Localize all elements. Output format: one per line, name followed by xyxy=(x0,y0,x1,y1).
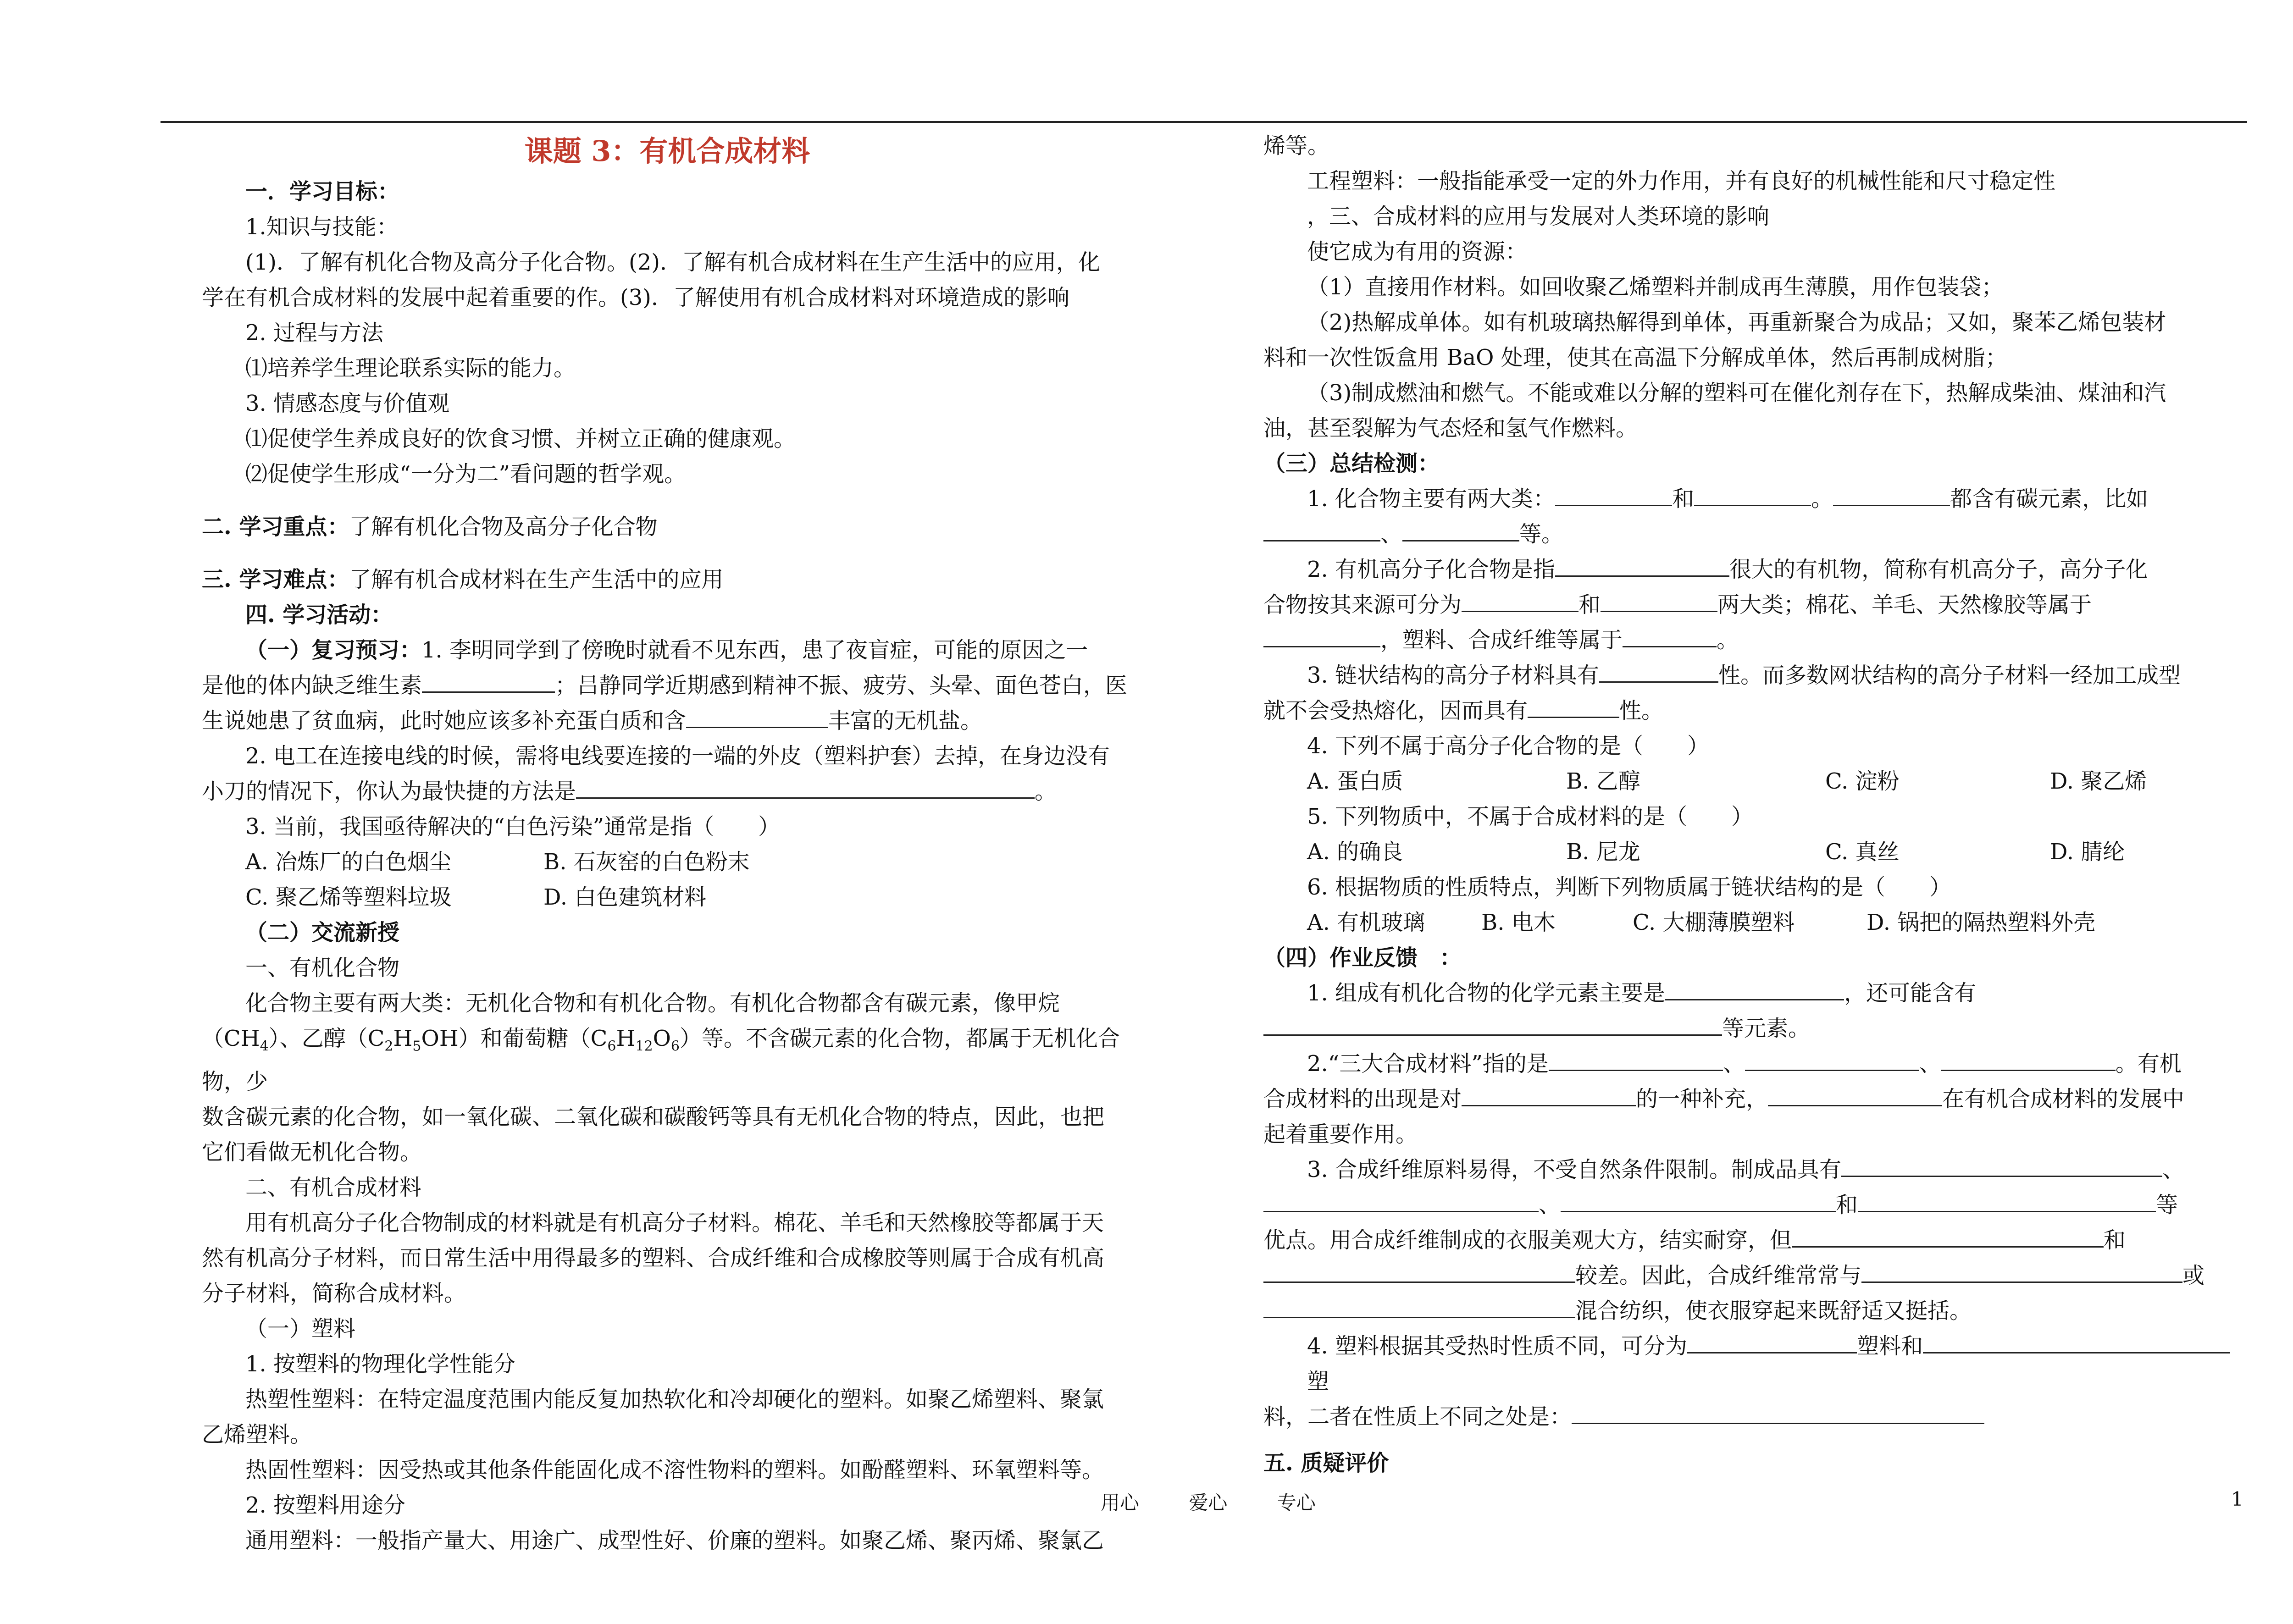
use-3b: 油，甚至裂解为气态烃和氢气作燃料。 xyxy=(1263,415,1638,441)
synthetic-p2: 然有机高分子材料，而日常生活中用得最多的塑料、合成纤维和合成橡胶等则属于合成有机高 xyxy=(202,1245,1105,1271)
blank[interactable] xyxy=(1561,1191,1836,1212)
plastic-classify-1: 1. 按塑料的物理化学性能分 xyxy=(245,1351,516,1377)
blank[interactable] xyxy=(1841,1155,2162,1177)
blank[interactable] xyxy=(1462,1085,1636,1106)
thermoset: 热固性塑料：因受热或其他条件能固化成不溶性物料的塑料。如酚醛塑料、环氧塑料等。 xyxy=(245,1457,1104,1483)
blank[interactable] xyxy=(1263,1297,1575,1318)
blank[interactable] xyxy=(1528,696,1619,718)
blank[interactable] xyxy=(1555,485,1672,506)
thermoplastic-b: 乙烯塑料。 xyxy=(202,1421,312,1447)
blank[interactable] xyxy=(1941,1050,2116,1071)
option-a[interactable]: A. 冶炼厂的白色烟尘 xyxy=(245,849,452,875)
page-number: 1 xyxy=(2231,1488,2243,1510)
blank[interactable] xyxy=(1623,626,1717,647)
blank[interactable] xyxy=(1263,1191,1539,1212)
resource-heading: 使它成为有用的资源： xyxy=(1307,239,1528,265)
blank[interactable] xyxy=(686,707,828,728)
option-a[interactable]: A. 的确良 xyxy=(1307,839,1403,865)
synthetic-heading: 二、有机合成材料 xyxy=(245,1174,422,1200)
objective-process-text: ⑴培养学生理论联系实际的能力。 xyxy=(245,355,576,381)
plastic-classify-2: 2. 按塑料用途分 xyxy=(245,1492,406,1518)
review-q2-b: 小刀的情况下，你认为最快捷的方法是 。 xyxy=(202,774,1133,809)
organic-heading: 一、有机化合物 xyxy=(245,955,400,981)
option-c[interactable]: C. 淀粉 xyxy=(1825,768,1900,794)
review-q1-c: 生说她患了贫血病，此时她应该多补充蛋白质和含 丰富的无机盐。 xyxy=(202,703,1133,739)
blank[interactable] xyxy=(1833,485,1950,506)
questions-evaluation-heading: 五. 质疑评价 xyxy=(1263,1450,1389,1476)
blank[interactable] xyxy=(1572,1403,1984,1424)
blank[interactable] xyxy=(1263,1014,1722,1036)
review-q2-a: 2. 电工在连接电线的时候，需将电线要连接的一端的外皮（塑料护套）去掉，在身边没有 xyxy=(245,743,1110,769)
blank[interactable] xyxy=(1687,1332,1857,1353)
blank[interactable] xyxy=(1792,1226,2104,1248)
objective-attitude-heading: 3. 情感态度与价值观 xyxy=(245,391,450,416)
test-q2-b: 合物按其来源可分为 和 两大类；棉花、羊毛、天然橡胶等属于 xyxy=(1263,587,2245,623)
hw-q3-c: 优点。用合成纤维制成的衣服美观大方，结实耐穿，但 和 xyxy=(1263,1223,2245,1258)
use-3a: （3)制成燃油和燃气。不能或难以分解的塑料可在催化剂存在下，热解成柴油、煤油和汽 xyxy=(1307,380,2166,406)
blank[interactable] xyxy=(1549,1050,1723,1071)
organic-p4: 它们看做无机化合物。 xyxy=(202,1139,422,1165)
hw-q2-a: 2.“三大合成材料”指的是 、 、 。有机 xyxy=(1263,1046,2245,1082)
thermoplastic-a: 热塑性塑料：在特定温度范围内能反复加热软化和冷却硬化的塑料。如聚乙烯塑料、聚氯 xyxy=(245,1386,1104,1412)
right-column xyxy=(1263,128,2245,1481)
blank[interactable] xyxy=(1402,520,1519,541)
hw-q2-c: 起着重要作用。 xyxy=(1263,1121,1418,1147)
review-q1-a: （一）复习预习：1. 李明同学到了傍晚时就看不见东西，患了夜盲症，可能的原因之一 xyxy=(245,637,1088,663)
option-b[interactable]: B. 乙醇 xyxy=(1566,768,1640,794)
option-b[interactable]: B. 石灰窑的白色粉末 xyxy=(543,849,750,875)
objective-attitude-a: ⑴促使学生养成良好的饮食习惯、并树立正确的健康观。 xyxy=(245,426,796,452)
section-objectives-heading: 一．学习目标： xyxy=(245,179,400,204)
review-q1-b: 是他的体内缺乏维生素 ；吕静同学近期感到精神不振、疲劳、头晕、面色苍白，医 xyxy=(202,668,1133,703)
footer-motto-3: 专心 xyxy=(1277,1491,1316,1514)
test-q6: 6. 根据物质的性质特点，判断下列物质属于链状结构的是（ ） xyxy=(1307,874,1952,900)
hw-q1-a: 1. 组成有机化合物的化学元素主要是 ，还可能含有 xyxy=(1263,976,2245,1011)
test-q2-a: 2. 有机高分子化合物是指 很大的有机物，简称有机高分子，高分子化 xyxy=(1263,552,2245,587)
engineering-plastic: 工程塑料：一般指能承受一定的外力作用，并有良好的机械性能和尺寸稳定性 xyxy=(1307,168,2056,194)
option-d[interactable]: D. 腈纶 xyxy=(2050,839,2125,865)
general-plastic: 通用塑料：一般指产量大、用途广、成型性好、价廉的塑料。如聚乙烯、聚丙烯、聚氯乙 xyxy=(245,1527,1104,1553)
objective-knowledge-text-a: (1)．了解有机化合物及高分子化合物。(2)．了解有机合成材料在生产生活中的应用，化 xyxy=(245,249,1100,275)
new-lesson-heading: （二）交流新授 xyxy=(245,920,400,945)
footer-motto-2: 爱心 xyxy=(1189,1491,1228,1514)
hw-q3-a: 3. 合成纤维原料易得，不受自然条件限制。制成品具有 、 xyxy=(1263,1152,2245,1188)
blank[interactable] xyxy=(1861,1261,2182,1283)
option-d[interactable]: D. 聚乙烯 xyxy=(2050,768,2147,794)
activities-heading: 四. 学习活动： xyxy=(245,602,393,628)
test-q5-options xyxy=(1263,834,2245,870)
hw-q3-b: 、 和 等 xyxy=(1263,1188,2245,1223)
blank[interactable] xyxy=(1263,1261,1575,1283)
blank[interactable] xyxy=(1858,1191,2156,1212)
blank[interactable] xyxy=(1599,661,1718,683)
test-q6-options xyxy=(1263,905,2245,940)
hw-q1-b: 等元素。 xyxy=(1263,1011,2245,1046)
blank[interactable] xyxy=(1923,1332,2230,1353)
option-a[interactable]: A. 有机玻璃 xyxy=(1307,910,1425,935)
blank[interactable] xyxy=(1263,520,1380,541)
option-a[interactable]: A. 蛋白质 xyxy=(1307,768,1403,794)
option-c[interactable]: C. 大棚薄膜塑料 xyxy=(1633,910,1795,935)
blank[interactable] xyxy=(576,777,1035,799)
footer-motto-1: 用心 xyxy=(1101,1491,1140,1514)
option-c[interactable]: C. 聚乙烯等塑料垃圾 xyxy=(245,884,452,910)
hw-q3-e: 混合纺织，使衣服穿起来既舒适又挺括。 xyxy=(1263,1293,2245,1329)
objective-process-heading: 2. 过程与方法 xyxy=(245,320,384,346)
blank[interactable] xyxy=(422,671,555,693)
header-rule xyxy=(161,121,2247,123)
left-column xyxy=(202,128,1133,1558)
objective-knowledge-heading: 1.知识与技能： xyxy=(245,214,399,240)
blank[interactable] xyxy=(1694,485,1811,506)
blank[interactable] xyxy=(1555,555,1729,577)
plastic-heading: （一）塑料 xyxy=(245,1315,356,1342)
organic-p3: 数含碳元素的化合物，如一氧化碳、二氧化碳和碳酸钙等具有无机化合物的特点，因此，也把 xyxy=(202,1104,1105,1130)
homework-heading: （四）作业反馈 ： xyxy=(1263,945,1462,971)
blank[interactable] xyxy=(1745,1050,1919,1071)
difficult-point: 三. 学习难点：了解有机合成材料在生产生活中的应用 xyxy=(202,567,724,592)
organic-p1: 化合物主要有两大类：无机化合物和有机化合物。有机化合物都含有碳元素，像甲烷 xyxy=(245,990,1060,1016)
synthetic-p1: 用有机高分子化合物制成的材料就是有机高分子材料。棉花、羊毛和天然橡胶等都属于天 xyxy=(245,1210,1104,1236)
use-2b: 料和一次性饭盒用 BaO 处理，使其在高温下分解成单体，然后再制成树脂； xyxy=(1263,345,2007,370)
test-q3-a: 3. 链状结构的高分子材料具有 性。而多数网状结构的高分子材料一经加工成型 xyxy=(1263,658,2245,693)
environment-heading: ，三、合成材料的应用与发展对人类环境的影响 xyxy=(1307,204,1770,229)
blank[interactable] xyxy=(1665,979,1844,1000)
use-1: （1）直接用作材料。如回收聚乙烯塑料并制成再生薄膜，用作包装袋； xyxy=(1307,274,2004,300)
hw-q4-a: 4. 塑料根据其受热时性质不同，可分为 塑料和塑 xyxy=(1263,1329,2245,1399)
option-c[interactable]: C. 真丝 xyxy=(1825,839,1900,865)
footer-motto xyxy=(1101,1488,1359,1515)
option-b[interactable]: B. 电木 xyxy=(1481,910,1556,935)
review-q3: 3. 当前，我国亟待解决的“白色污染”通常是指（ ） xyxy=(245,814,781,840)
hw-q4-b: 料，二者在性质上不同之处是： xyxy=(1263,1399,2245,1435)
blank[interactable] xyxy=(1601,591,1717,612)
test-q1-b: 、 等。 xyxy=(1263,517,2245,552)
objective-knowledge-text-b: 学在有机合成材料的发展中起着重要的作。(3)．了解使用有机合成材料对环境造成的影响 xyxy=(202,285,1069,310)
test-q4: 4. 下列不属于高分子化合物的是（ ） xyxy=(1307,733,1710,759)
test-q1-a: 1. 化合物主要有两大类： 和 。 都含有碳元素，比如 xyxy=(1263,481,2245,517)
summary-test-heading: （三）总结检测： xyxy=(1263,451,1440,476)
test-q2-c: ，塑料、合成纤维等属于 。 xyxy=(1263,623,2245,658)
test-q3-b: 就不会受热熔化，因而具有 性。 xyxy=(1263,693,2245,729)
synthetic-p3: 分子材料，简称合成材料。 xyxy=(202,1280,466,1306)
right-continued: 烯等。 xyxy=(1263,133,1330,159)
blank[interactable] xyxy=(1768,1085,1942,1106)
key-point: 二. 学习重点：了解有机化合物及高分子化合物 xyxy=(202,514,658,540)
hw-q3-d: 较差。因此，合成纤维常常与 或 xyxy=(1263,1258,2245,1293)
blank[interactable] xyxy=(1462,591,1579,612)
review-q3-options-row1 xyxy=(202,845,1133,880)
option-d[interactable]: D. 白色建筑材料 xyxy=(543,884,707,910)
test-q5: 5. 下列物质中，不属于合成材料的是（ ） xyxy=(1307,804,1754,829)
hw-q2-b: 合成材料的出现是对 的一种补充， 在有机合成材料的发展中 xyxy=(1263,1082,2245,1117)
use-2a: （2)热解成单体。如有机玻璃热解得到单体，再重新聚合为成品；又如，聚苯乙烯包装材 xyxy=(1307,309,2166,335)
option-b[interactable]: B. 尼龙 xyxy=(1566,839,1640,865)
page-title: 课题 3：有机合成材料 xyxy=(524,134,810,168)
test-q4-options xyxy=(1263,764,2245,799)
option-d[interactable]: D. 锅把的隔热塑料外壳 xyxy=(1867,910,2096,935)
objective-attitude-b: ⑵促使学生形成“一分为二”看问题的哲学观。 xyxy=(245,461,687,487)
organic-p2: $(CH_4)$、乙醇$(C_2H_5OH)$和葡萄糖$(C_6H_{12}O_6)$等。不含碳元素的化合物，都属于无机化合物，少 xyxy=(202,1026,1120,1094)
review-q3-options-row2 xyxy=(202,880,1133,915)
blank[interactable] xyxy=(1263,626,1380,647)
